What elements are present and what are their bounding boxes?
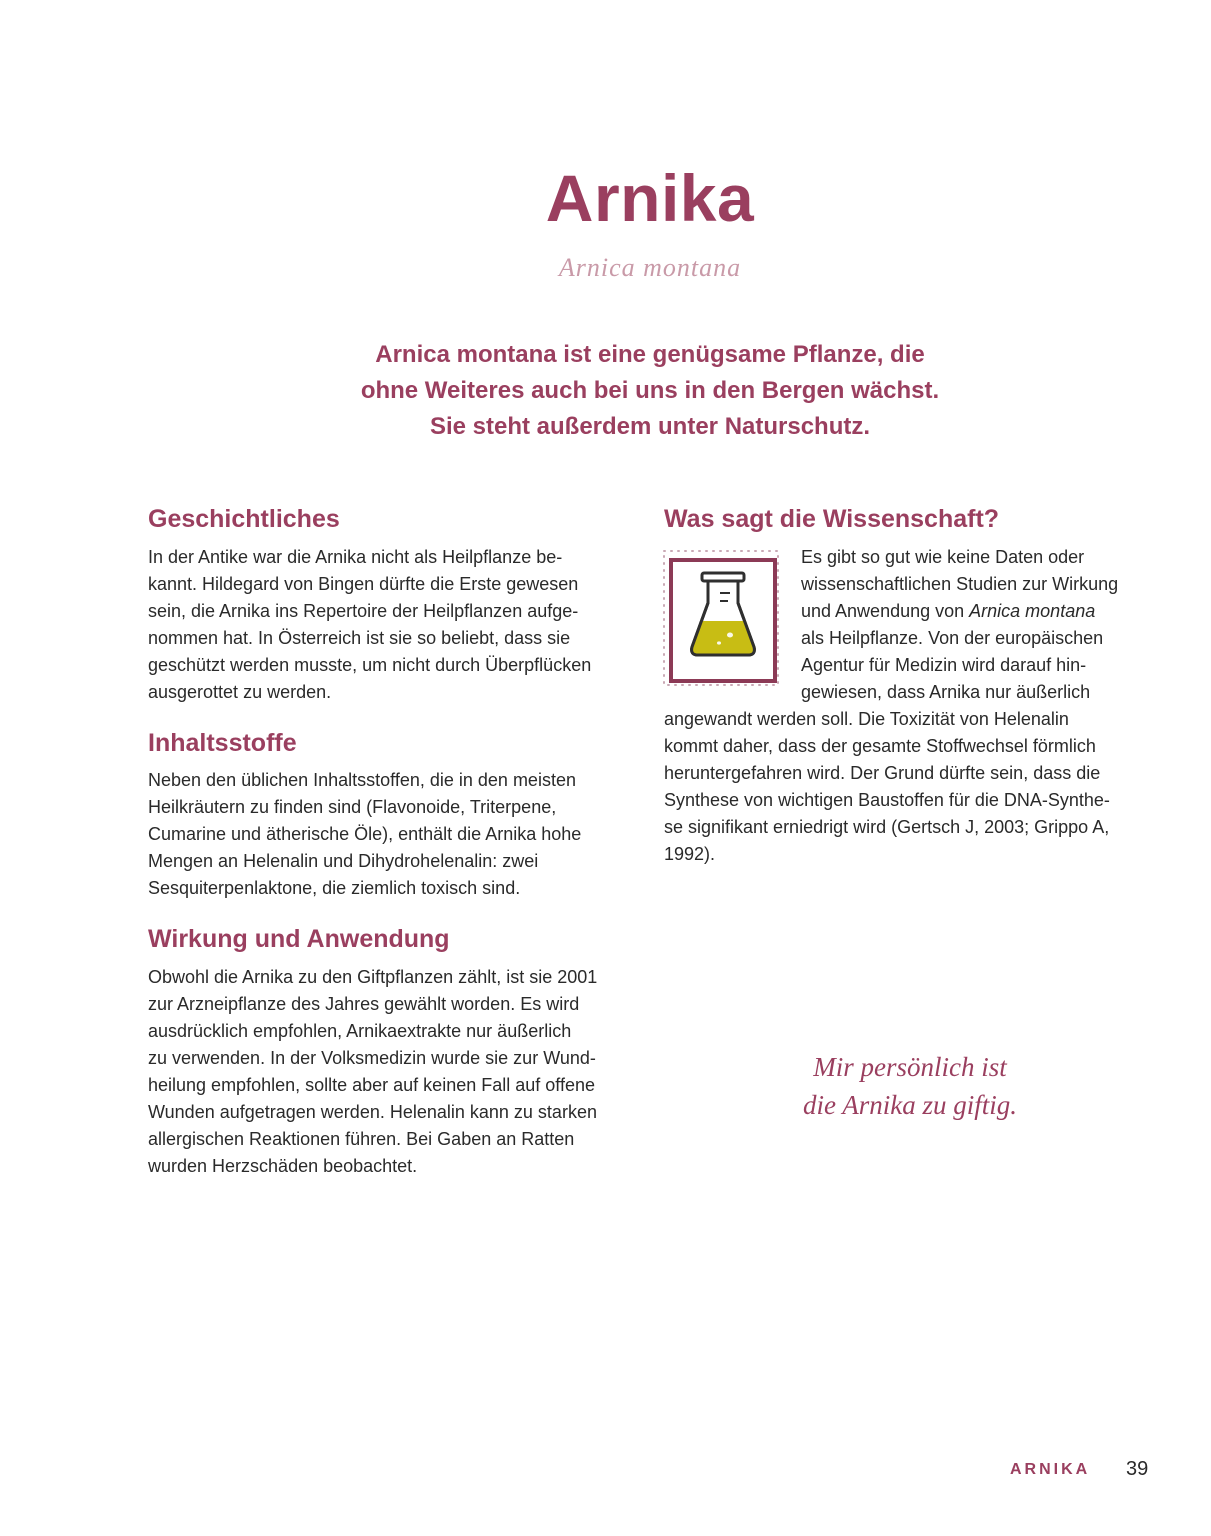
text-line: zu verwenden. In der Volksmedizin wurde sie zur Wund- [148,1048,596,1068]
paragraph-wirkung [148,964,597,1180]
paragraph-inhaltsstoffe [148,767,581,902]
text-line: Heilkräutern zu finden sind (Flavonoide, Triterpene, [148,797,557,817]
quote-line: Mir persönlich ist [813,1052,1007,1082]
text-line: Wunden aufgetragen werden. Helenalin kann zu starken [148,1102,597,1122]
text-line: Agentur für Medizin wird darauf hin- [801,655,1087,675]
lead-line: Arnica montana ist eine genügsame Pflanze, die [375,341,925,368]
text-line: nommen hat. In Österreich ist sie so beliebt, dass sie [148,628,571,648]
text-line: Mengen an Helenalin und Dihydrohelenalin: zwei [148,851,539,871]
lead-line: Sie steht außerdem unter Naturschutz. [429,413,871,440]
paragraph-wissenschaft [664,706,1110,868]
text-line: Neben den üblichen Inhaltsstoffen, die in den meisten [148,770,576,790]
text-line: 1992). [664,844,716,864]
paragraph-wissenschaft-wrap [801,544,1118,706]
text-line: kannt. Hildegard von Bingen dürfte die Erste gewesen [148,574,579,594]
latin-name: Arnica montana [558,253,742,282]
text-line [801,598,1118,625]
text-line: als Heilpflanze. Von der europäischen [801,628,1104,648]
heading-inhaltsstoffe: Inhaltsstoffe [148,729,297,757]
footer-section-label: ARNIKA [1010,1461,1091,1478]
text-line: kommt daher, dass der gesamte Stoffwechsel förmlich [664,736,1096,756]
lab-flask-icon [662,549,780,687]
text-line: geschützt werden musste, um nicht durch Überpflücken [148,655,592,675]
heading-wissenschaft: Was sagt die Wissenschaft? [664,505,1000,533]
text-line: angewandt werden soll. Die Toxizität von Helenalin [664,709,1069,729]
page-title: Arnika [545,161,755,235]
latin-name-inline: Arnica montana [969,601,1096,621]
text-line: heilung empfohlen, sollte aber auf keinen Fall auf offene [148,1075,595,1095]
lead-line: ohne Weiteres auch bei uns in den Bergen wächst. [360,377,940,404]
text-line: heruntergefahren wird. Der Grund dürfte sein, dass die [664,763,1101,783]
text-line: zur Arzneipflanze des Jahres gewählt worden. Es wird [148,994,580,1014]
text-line: ausgerottet zu werden. [148,682,332,702]
text-line: wissenschaftlichen Studien zur Wirkung [801,574,1119,594]
pull-quote [760,1048,1060,1124]
text-line: Sesquiterpenlaktone, die ziemlich toxisch sind. [148,878,521,898]
text-line: se signifikant erniedrigt wird (Gertsch J, 2003; Grippo A, [664,817,1110,837]
heading-wirkung: Wirkung und Anwendung [148,925,450,953]
text-line: In der Antike war die Arnika nicht als Heilpflanze be- [148,547,563,567]
paragraph-geschichtliches [148,544,591,706]
page-number: 39 [1126,1458,1149,1480]
text-line: wurden Herzschäden beobachtet. [148,1156,418,1176]
text-line: gewiesen, dass Arnika nur äußerlich [801,682,1091,702]
heading-geschichtliches: Geschichtliches [148,505,340,533]
text-line: Cumarine und ätherische Öle), enthält die Arnika hohe [148,824,582,844]
lead-paragraph [300,337,1000,445]
text-line: ausdrücklich empfohlen, Arnikaextrakte nur äußerlich [148,1021,572,1041]
text-line: Synthese von wichtigen Baustoffen für die DNA-Synthe- [664,790,1110,810]
text-line: allergischen Reaktionen führen. Bei Gaben an Ratten [148,1129,575,1149]
text-line: Obwohl die Arnika zu den Giftpflanzen zählt, ist sie 2001 [148,967,598,987]
text-line: Es gibt so gut wie keine Daten oder [801,547,1085,567]
text-run: und Anwendung von [801,601,970,621]
text-line: sein, die Arnika ins Repertoire der Heilpflanzen aufge- [148,601,579,621]
quote-line: die Arnika zu giftig. [803,1090,1017,1120]
